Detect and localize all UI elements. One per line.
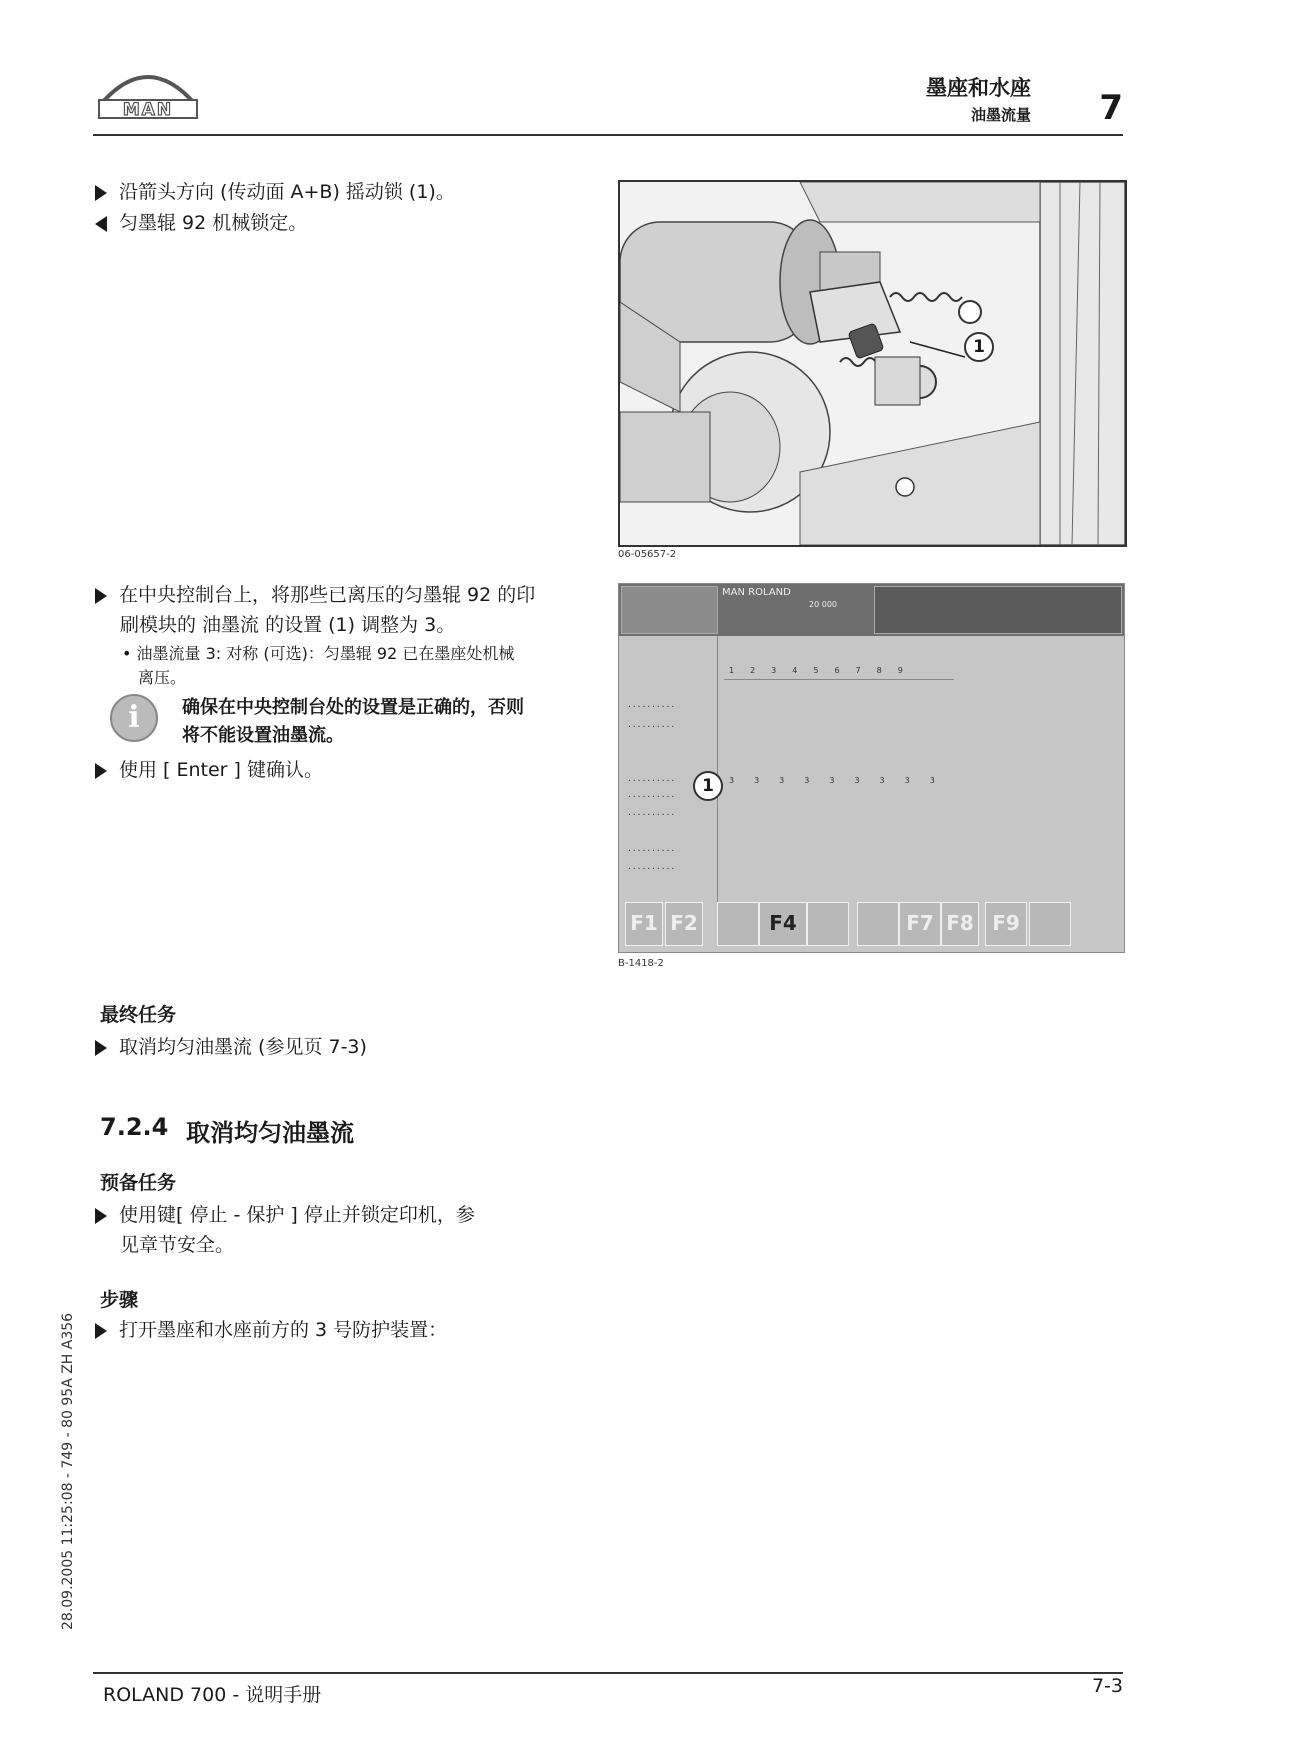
screen-row-7: ··········: [627, 864, 676, 873]
screen-header-left: [621, 586, 718, 634]
fkey-f8: F8: [941, 902, 979, 946]
step-text: 打开墨座和水座前方的 3 号防护装置：: [119, 1319, 448, 1341]
fkey-blank-6: [857, 902, 899, 946]
step-rock-lock: [95, 177, 455, 207]
prep-tasks-heading: 预备任务: [100, 1172, 177, 1194]
footer-page-number: 7-3: [1091, 1675, 1123, 1697]
screen-row-5: ··········: [627, 810, 676, 819]
footer-rule: [93, 1672, 1123, 1674]
prep-line-1: [95, 1200, 575, 1230]
step-text: 沿箭头方向 (传动面 A+B) 摇动锁 (1)。: [119, 181, 455, 203]
prep-line-2: [95, 1230, 575, 1260]
screen-row-4: ··········: [627, 792, 676, 801]
chapter-number: 7: [1099, 88, 1123, 128]
final-task-text: 取消均匀油墨流 (参见页 7-3): [119, 1036, 367, 1058]
screen-row-2: ··········: [627, 722, 676, 731]
figure-lock-photo: [618, 180, 1127, 547]
bullet-line-1: • 油墨流量 3: 对称 (可选)：匀墨辊 92 已在墨座处机械: [122, 644, 515, 663]
prep-task-item: [95, 1200, 575, 1260]
screen-row-1: ··········: [627, 702, 676, 711]
footer-manual-title: ROLAND 700 - 说明手册: [103, 1684, 322, 1706]
screen-header-right: [874, 586, 1122, 634]
header-rule: [93, 134, 1123, 136]
screen-title: MAN ROLAND: [722, 587, 791, 598]
fkey-blank-5: [807, 902, 849, 946]
figure-control-screen: [618, 583, 1125, 953]
screen-header: [619, 584, 1124, 636]
callout-1: 1: [964, 332, 994, 362]
bullet-text-line2: 离压。: [138, 668, 187, 687]
screen-row-line: [724, 679, 954, 680]
step-open-guard: [95, 1315, 447, 1345]
final-tasks-heading: 最终任务: [100, 1004, 177, 1026]
figure1-caption: 06-05657-2: [618, 549, 677, 560]
info-icon: i: [110, 694, 158, 742]
figure2-caption: B-1418-2: [618, 958, 664, 969]
man-logo: [93, 58, 203, 120]
bullet-text-line1: 油墨流量 3: 对称 (可选)：匀墨辊 92 已在墨座处机械: [136, 644, 515, 663]
step-arrow-icon: [95, 1040, 107, 1056]
step-text-line2: 刷模块的 油墨流 的设置 (1) 调整为 3。: [120, 614, 456, 636]
step-confirm-enter: [95, 755, 323, 785]
fkey-f7: F7: [899, 902, 941, 946]
fkey-blank-10: [1029, 902, 1071, 946]
result-arrow-icon: [95, 216, 107, 232]
screen-values-row: 333333333: [729, 776, 955, 785]
step-set-ink-flow: [95, 580, 605, 640]
step-line-2: [95, 610, 605, 640]
fkey-blank-3: [717, 902, 759, 946]
screen-row-3: ··········: [627, 776, 676, 785]
steps-heading: 步骤: [100, 1289, 139, 1311]
step-text-line1: 在中央控制台上，将那些已离压的匀墨辊 92 的印: [119, 584, 536, 606]
step-result: [95, 208, 307, 238]
document-id-sidebar: 28.09.2005 11:25:08 - 749 - 80 95A ZH A356: [60, 1312, 76, 1630]
prep-text-line2: 见章节安全。: [120, 1234, 235, 1256]
prep-text-line1: 使用键[ 停止 - 保护 ] 停止并锁定印机，参: [119, 1204, 475, 1226]
section-title: 墨座和水座: [926, 76, 1031, 100]
bullet-ink-flow-3: [122, 642, 602, 690]
fkey-f1: F1: [625, 902, 663, 946]
note-line-2: 将不能设置油墨流。: [182, 725, 344, 746]
final-task-item: [95, 1032, 367, 1062]
step-text: 使用 [ Enter ] 键确认。: [119, 759, 323, 781]
fkey-f4: F4: [759, 902, 807, 946]
section-heading: 取消均匀油墨流: [186, 1119, 354, 1147]
svg-text:MAN: MAN: [122, 100, 174, 120]
step-arrow-icon: [95, 1208, 107, 1224]
screen-divider: [717, 636, 718, 902]
step-arrow-icon: [95, 588, 107, 604]
section-number: 7.2.4: [100, 1113, 169, 1141]
step-arrow-icon: [95, 185, 107, 201]
step-arrow-icon: [95, 763, 107, 779]
fkey-f2: F2: [665, 902, 703, 946]
fkey-f9: F9: [985, 902, 1027, 946]
step-line-1: [95, 580, 605, 610]
step-arrow-icon: [95, 1323, 107, 1339]
screen-column-numbers: 123456789: [729, 666, 919, 675]
screen-row-6: ··········: [627, 846, 676, 855]
info-note: [182, 694, 612, 750]
result-text: 匀墨辊 92 机械锁定。: [119, 212, 308, 234]
screen-callout-1: 1: [693, 771, 723, 801]
screen-value: 20 000: [809, 600, 837, 609]
note-line-1: 确保在中央控制台处的设置是正确的，否则: [182, 697, 524, 718]
section-subtitle: 油墨流量: [970, 106, 1031, 124]
bullet-line-2: [122, 666, 602, 690]
